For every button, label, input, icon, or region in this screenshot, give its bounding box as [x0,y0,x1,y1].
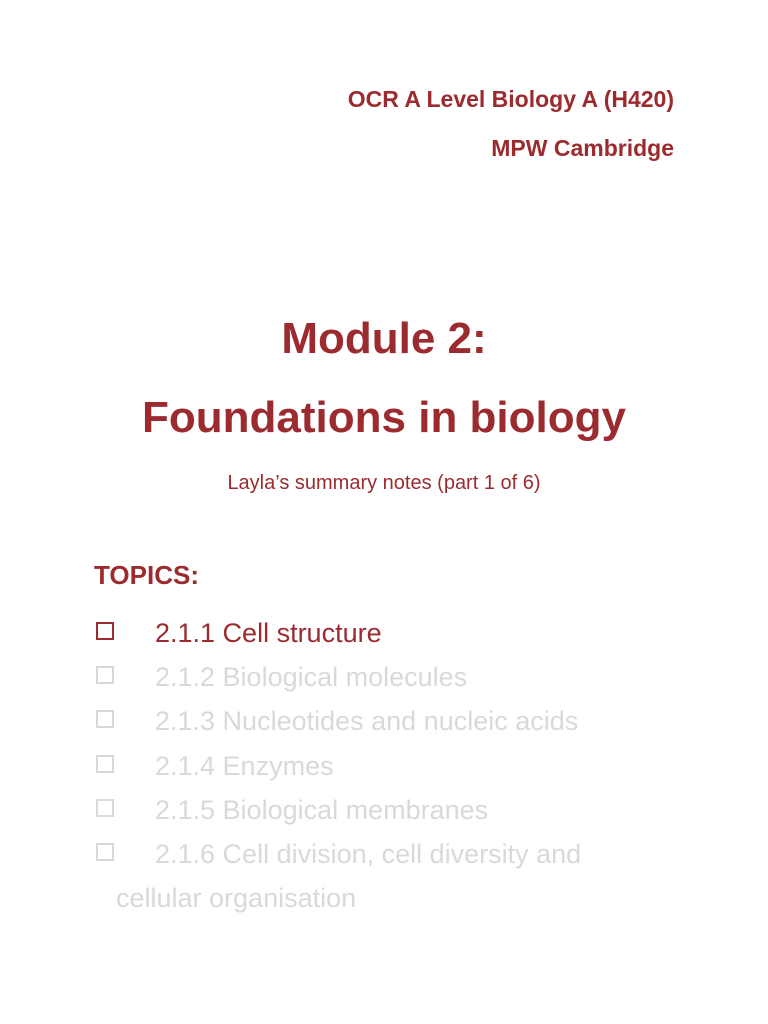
organisation-name: MPW Cambridge [491,135,674,161]
topic-label: 2.1.6 Cell division, cell diversity and [155,839,582,869]
checkbox-icon [96,710,114,728]
topic-label: 2.1.4 Enzymes [155,751,334,781]
checkbox-icon [96,666,114,684]
topic-label: 2.1.3 Nucleotides and nucleic acids [155,706,579,736]
topic-item-2-1-6-continuation: cellular organisation [116,883,357,913]
module-number: Module 2: [281,314,487,363]
topic-label: 2.1.1 Cell structure [155,618,382,648]
checkbox-icon [96,755,114,773]
module-title: Foundations in biology [142,393,626,442]
checkbox-icon [96,622,114,640]
checkbox-icon [96,843,114,861]
topic-label: 2.1.2 Biological molecules [155,662,468,692]
subtitle: Layla’s summary notes (part 1 of 6) [227,472,541,494]
course-title: OCR A Level Biology A (H420) [347,86,674,112]
checkbox-icon [96,799,114,817]
topics-heading: TOPICS: [94,560,199,590]
topic-label: 2.1.5 Biological membranes [155,795,489,825]
